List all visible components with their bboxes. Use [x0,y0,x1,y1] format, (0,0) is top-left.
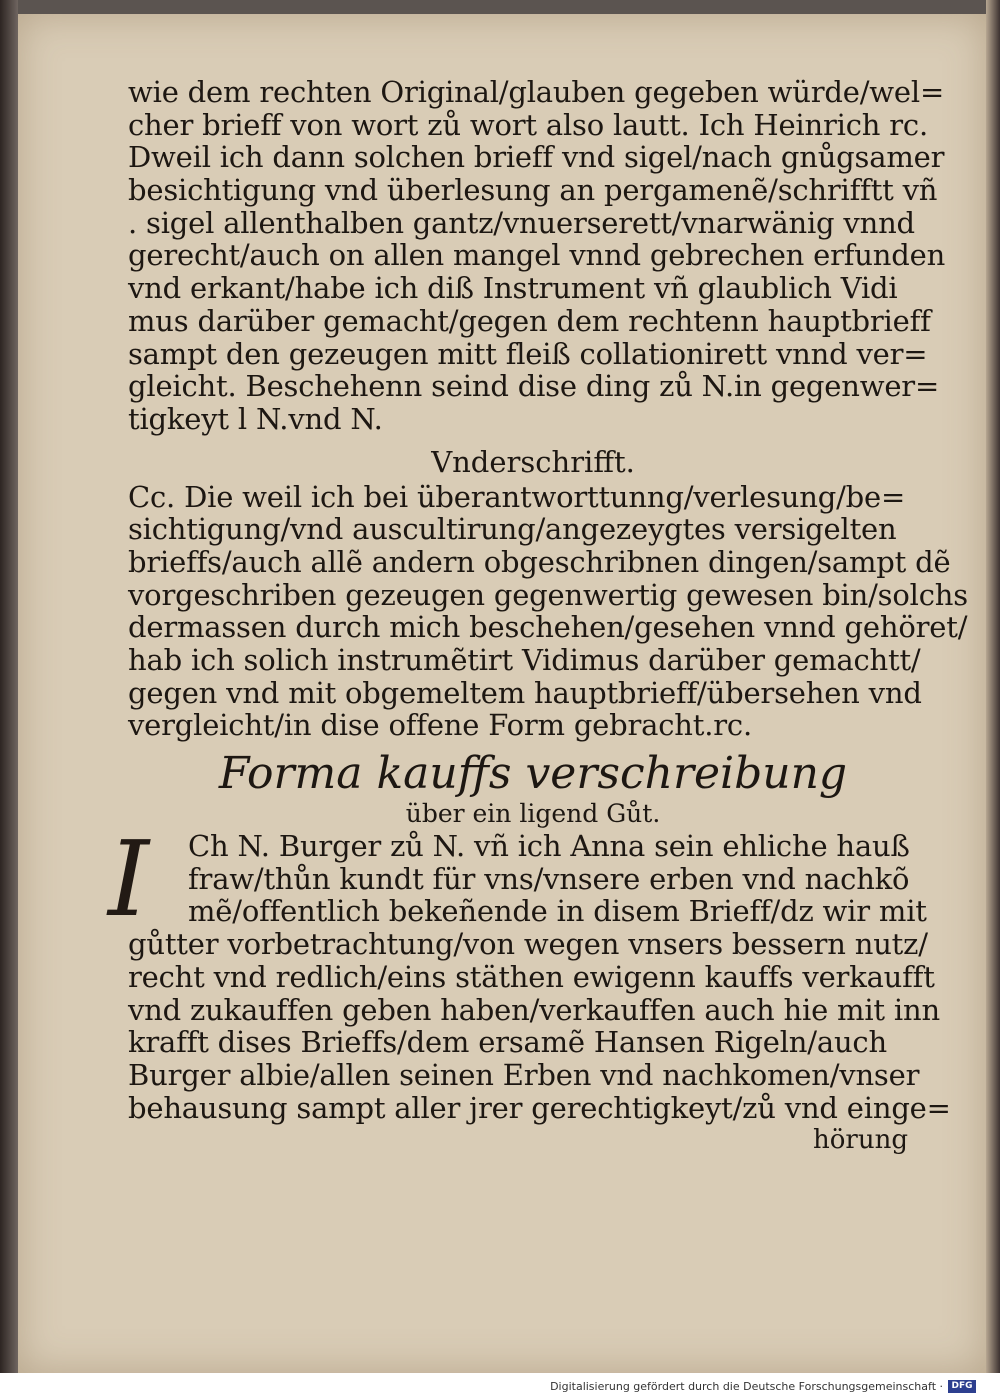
heading-unterschrift: Vnderschrifft. [431,444,635,479]
text-line: Cc. Die weil ich bei überantworttunng/verlesung/be= [128,479,906,514]
book-binding-left [0,0,18,1397]
text-line: cher brieff von wort zů wort also lautt. Ich Heinrich rc. [128,107,928,142]
paragraph-forma [108,818,951,1125]
text-line: mẽ/offentlich bekeñende in disem Brieff/dz wir mit [188,894,927,929]
funding-footer [550,1376,976,1396]
text-line: brieffs/auch allẽ andern obgeschribnen dingen/sampt dẽ [128,544,951,579]
text-line: vergleicht/in dise offene Form gebracht.rc. [128,708,752,743]
text-line: vorgeschriben gezeugen gegenwertig gewesen bin/solchs [128,577,968,612]
text-line: gůtter vorbetrachtung/von wegen vnsers bessern nutz/ [128,927,928,962]
text-line: . sigel allenthalben gantz/vnuerserett/vnarwänig vnnd [128,205,915,240]
decorated-initial: I [108,818,150,941]
book-page [18,14,986,1373]
text-line: recht vnd redlich/eins stäthen ewigenn kauffs verkaufft [128,959,935,994]
text-line: sichtigung/vnd auscultirung/angezeygtes versigelten [128,512,897,547]
text-line: vnd zukauffen geben haben/verkauffen auch hie mit inn [128,992,940,1027]
text-line: vnd erkant/habe ich diß Instrument vñ glaublich Vidi [128,271,898,306]
text-line: sampt den gezeugen mitt fleiß collationirett vnnd ver= [128,336,928,371]
text-line: gleicht. Beschehenn seind dise ding zů N.in gegenwer= [128,369,940,404]
heading-forma: Forma kauffs verschreibung [218,748,848,800]
text-line: wie dem rechten Original/glauben gegeben würde/wel= [128,75,945,109]
text-line: fraw/thůn kundt für vns/vnsere erben vnd nachkõ [188,861,910,896]
text-line: tigkeyt l N.vnd N. [128,401,383,436]
text-line: hab ich solich instrumẽtirt Vidimus darüber gemachtt/ [128,643,921,677]
book-edge-right [986,0,1000,1397]
catchword: hörung [813,1125,908,1156]
text-line: gerecht/auch on allen mangel vnnd gebrechen erfunden [128,238,946,273]
page-text [108,75,968,1156]
dfg-logo: DFG [948,1380,976,1393]
text-line: dermassen durch mich beschehen/gesehen vnnd gehöret/ [128,610,968,645]
text-line: besichtigung vnd überlesung an pergamenẽ/schrifftt vñ [128,173,938,208]
text-line: krafft dises Brieffs/dem ersamẽ Hansen Rigeln/auch [128,1025,887,1060]
text-line: Burger albie/allen seinen Erben vnd nachkomen/vnser [128,1057,920,1092]
text-line: behausung sampt aller jrer gerechtigkeyt/zů vnd einge= [128,1090,951,1125]
text-line: Dweil ich dann solchen brieff vnd sigel/nach gnůgsamer [128,140,945,175]
text-line: mus darüber gemacht/gegen dem rechtenn hauptbrieff [128,303,931,338]
text-line: gegen vnd mit obgemeltem hauptbrieff/übersehen vnd [128,675,922,710]
footer-text: Digitalisierung gefördert durch die Deutsche Forschungsgemeinschaft · [550,1379,943,1393]
paragraph-unterschrift [128,479,968,743]
text-line: Ch N. Burger zů N. vñ ich Anna sein ehliche hauß [188,829,910,864]
paragraph-vidimus [128,75,946,436]
subheading-forma: über ein ligend Gůt. [405,799,661,829]
